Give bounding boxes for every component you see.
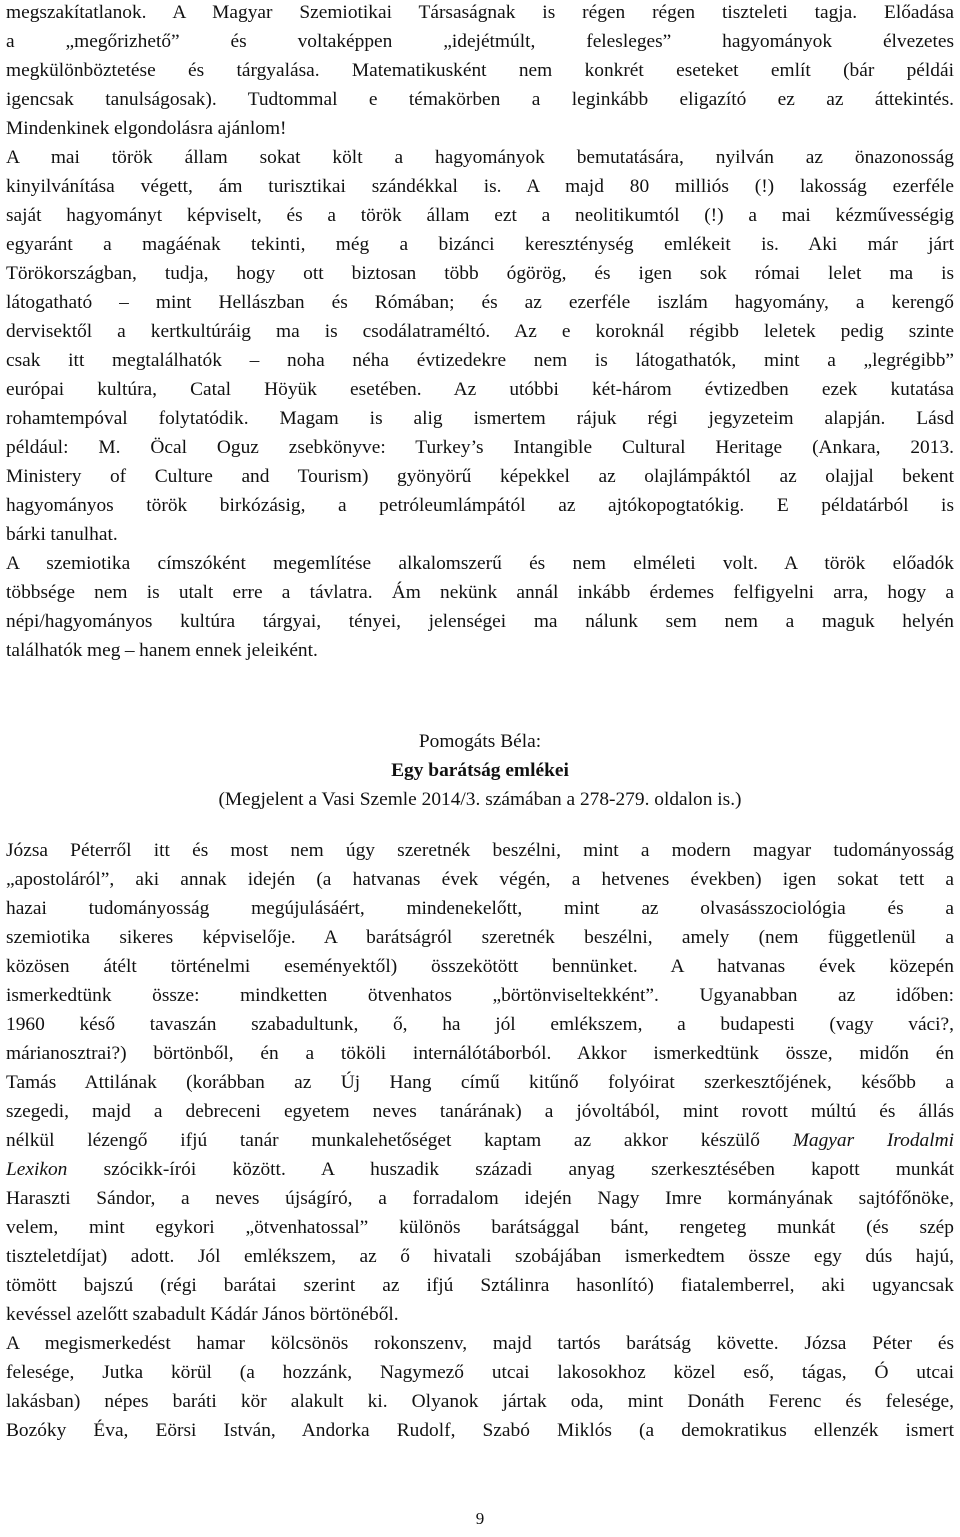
text-line: Haraszti Sándor, a neves újságíró, a forradalom idején Nagy Imre kormányának sajtófőnöke, xyxy=(6,1188,954,1209)
text-run: szócikk-írói között. A huszadik századi anyag szerkesztésében kapott munkát xyxy=(67,1159,954,1180)
text-line: A szemiotika címszóként megemlítése alkalomszerű és nem elméleti volt. A török előadók xyxy=(6,553,954,574)
section-spacer xyxy=(6,665,954,727)
text-line: tömött bajszú (régi barátai szerint az ifjú Sztálinra hasonlító) fiatalemberrel, aki ugyancsak xyxy=(6,1275,954,1296)
text-line: A mai török állam sokat költ a hagyományok bemutatására, nyilván az önazonosság xyxy=(6,147,954,168)
text-line: saját hagyományt képviselt, és a török állam ezt a neolitikumtól (!) a mai kézművességig xyxy=(6,205,954,226)
text-line xyxy=(6,1126,954,1155)
text-line: európai kultúra, Catal Höyük esetében. Az utóbbi két-három évtizedben ezek kutatása xyxy=(6,379,954,400)
text-line: népi/hagyományos kultúra tárgyai, tényei, jelenségei ma nálunk sem nem a maguk helyén xyxy=(6,611,954,632)
text-line: márianosztrai?) börtönből, én a tököli internálótáborból. Akkor ismerkedtünk össze, midőn én xyxy=(6,1043,954,1064)
text-line: közösen átélt történelmi eseményektől) összekötött bennünket. A hatvanas évek közepén xyxy=(6,956,954,977)
article2-paragraph-2 xyxy=(6,1329,954,1445)
text-line: szegedi, majd a debreceni egyetem neves tanárának) a jóvoltából, mint rovott múltú és állás xyxy=(6,1101,954,1122)
text-line: 1960 késő tavaszán szabadultunk, ő, ha jól emlékszem, a budapesti (vagy váci?, xyxy=(6,1014,954,1035)
text-line: látogatható – mint Hellászban és Rómában; és az ezerféle iszlám hagyomány, a kerengő xyxy=(6,292,954,313)
text-line: Ministery of Culture and Tourism) gyönyörű képekkel az olajlámpáktól az olajjal bekent xyxy=(6,466,954,487)
text-line: A megismerkedést hamar kölcsönös rokonszenv, majd tartós barátság követte. Józsa Péter és xyxy=(6,1333,954,1354)
text-line: többsége nem is utalt erre a távlatra. Ám nekünk annál inkább érdemes felfigyelni arra, hogy a xyxy=(6,582,954,603)
text-line: Józsa Péterről itt és most nem úgy szeretnék beszélni, mint a modern magyar tudományosság xyxy=(6,840,954,861)
publication-note: (Megjelent a Vasi Szemle 2014/3. számában a 278-279. oldalon is.) xyxy=(218,789,742,810)
italic-book-title: Lexikon xyxy=(6,1159,68,1180)
page-number: 9 xyxy=(475,1509,485,1528)
text-line: hazai tudományosság megújulásáért, mindenekelőtt, mint az olvasásszociológia és a xyxy=(6,898,954,919)
text-line: találhatók meg – hanem ennek jeleiként. xyxy=(6,640,318,661)
text-line: kevéssel azelőtt szabadult Kádár János börtönéből. xyxy=(6,1304,399,1325)
text-line: kinyilvánítása végett, ám turisztikai szándékkal is. A majd 80 milliós (!) lakosság ezerféle xyxy=(6,176,954,197)
text-line: felesége, Jutka körül (a hozzánk, Nagymező utcai lakosokhoz közel eső, tágas, Ó utcai xyxy=(6,1362,954,1383)
text-line: például: M. Öcal Oguz zsebkönyve: Turkey’s Intangible Cultural Heritage (Ankara, 2013. xyxy=(6,437,954,458)
text-line: „apostoláról”, aki annak idején (a hatvanas évek végén, a hetvenes években) igen sokat tett a xyxy=(6,869,954,890)
text-line: a „megőrizhető” és voltaképpen „idejétmúlt, felesleges” hagyományok élvezetes xyxy=(6,31,954,52)
article1-paragraph-3 xyxy=(6,549,954,665)
text-line: csak itt megtalálhatók – noha néha évtizedekre nem is látogathatók, mint a „legrégibb” xyxy=(6,350,954,371)
text-line: egyaránt a magáénak tekinti, még a bizánci kereszténység emlékeit is. Aki már járt xyxy=(6,234,954,255)
article1-paragraph-2 xyxy=(6,143,954,549)
text-line: lakásban) népes baráti kör alakult ki. Olyanok jártak oda, mint Donáth Ferenc és felesége, xyxy=(6,1391,954,1412)
text-line: igencsak tanulságosak). Tudtommal e témakörben a leginkább eligazító ez az áttekintés. xyxy=(6,89,954,110)
article-author: Pomogáts Béla: xyxy=(418,731,542,752)
text-line: dervisektől a kertkultúráig ma is csodálatraméltó. Az e koroknál régibb leletek pedig szinte xyxy=(6,321,954,342)
text-line: rohamtempóval folytatódik. Magam is alig ismertem rájuk régi jegyzeteim alapján. Lásd xyxy=(6,408,954,429)
italic-book-title: Magyar Irodalmi xyxy=(792,1130,954,1151)
text-run: nélkül lézengő ifjú tanár munkalehetőséget kaptam az akkor készülő xyxy=(6,1130,793,1151)
article-title: Egy barátság emlékei xyxy=(391,760,569,781)
article2-heading xyxy=(6,727,954,814)
text-line: Törökországban, tudja, hogy ott biztosan több ógörög, és igen sok római lelet ma is xyxy=(6,263,954,284)
text-line: tiszteletdíjat) adott. Jól emlékszem, az ő hivatali szobájában ismerkedtem össze egy dús hajú, xyxy=(6,1246,954,1267)
document-page xyxy=(6,0,954,1445)
article1-paragraph-1 xyxy=(6,0,954,143)
text-line: szemiotika sikeres képviselője. A barátságról szeretnék beszélni, amely (nem függetlenül a xyxy=(6,927,954,948)
text-line: ismerkedtünk össze: mindketten ötvenhatos „börtönviseltekként”. Ugyanabban az időben: xyxy=(6,985,954,1006)
section-spacer xyxy=(6,814,954,836)
text-line: velem, mint egykori „ötvenhatossal” különös barátsággal bánt, rengeteg munkát (és szép xyxy=(6,1217,954,1238)
text-line: Mindenkinek elgondolásra ajánlom! xyxy=(6,118,287,139)
text-line: megszakítatlanok. A Magyar Szemiotikai Társaságnak is régen régen tiszteleti tagja. Előadása xyxy=(6,2,954,23)
text-line: Tamás Attilának (korábban az Új Hang című kitűnő folyóirat szerkesztőjének, később a xyxy=(6,1072,954,1093)
text-line: megkülönböztetése és tárgyalása. Matematikusként nem konkrét eseteket említ (bár példái xyxy=(6,60,954,81)
text-line xyxy=(6,1155,954,1184)
article2-paragraph-1 xyxy=(6,836,954,1329)
text-line: hagyományos török birkózásig, a petróleumlámpától az ajtókopogtatókig. E példatárból is xyxy=(6,495,954,516)
text-line: bárki tanulhat. xyxy=(6,524,118,545)
text-line: Bozóky Éva, Eörsi István, Andorka Rudolf, Szabó Miklós (a demokratikus ellenzék ismert xyxy=(6,1420,954,1441)
